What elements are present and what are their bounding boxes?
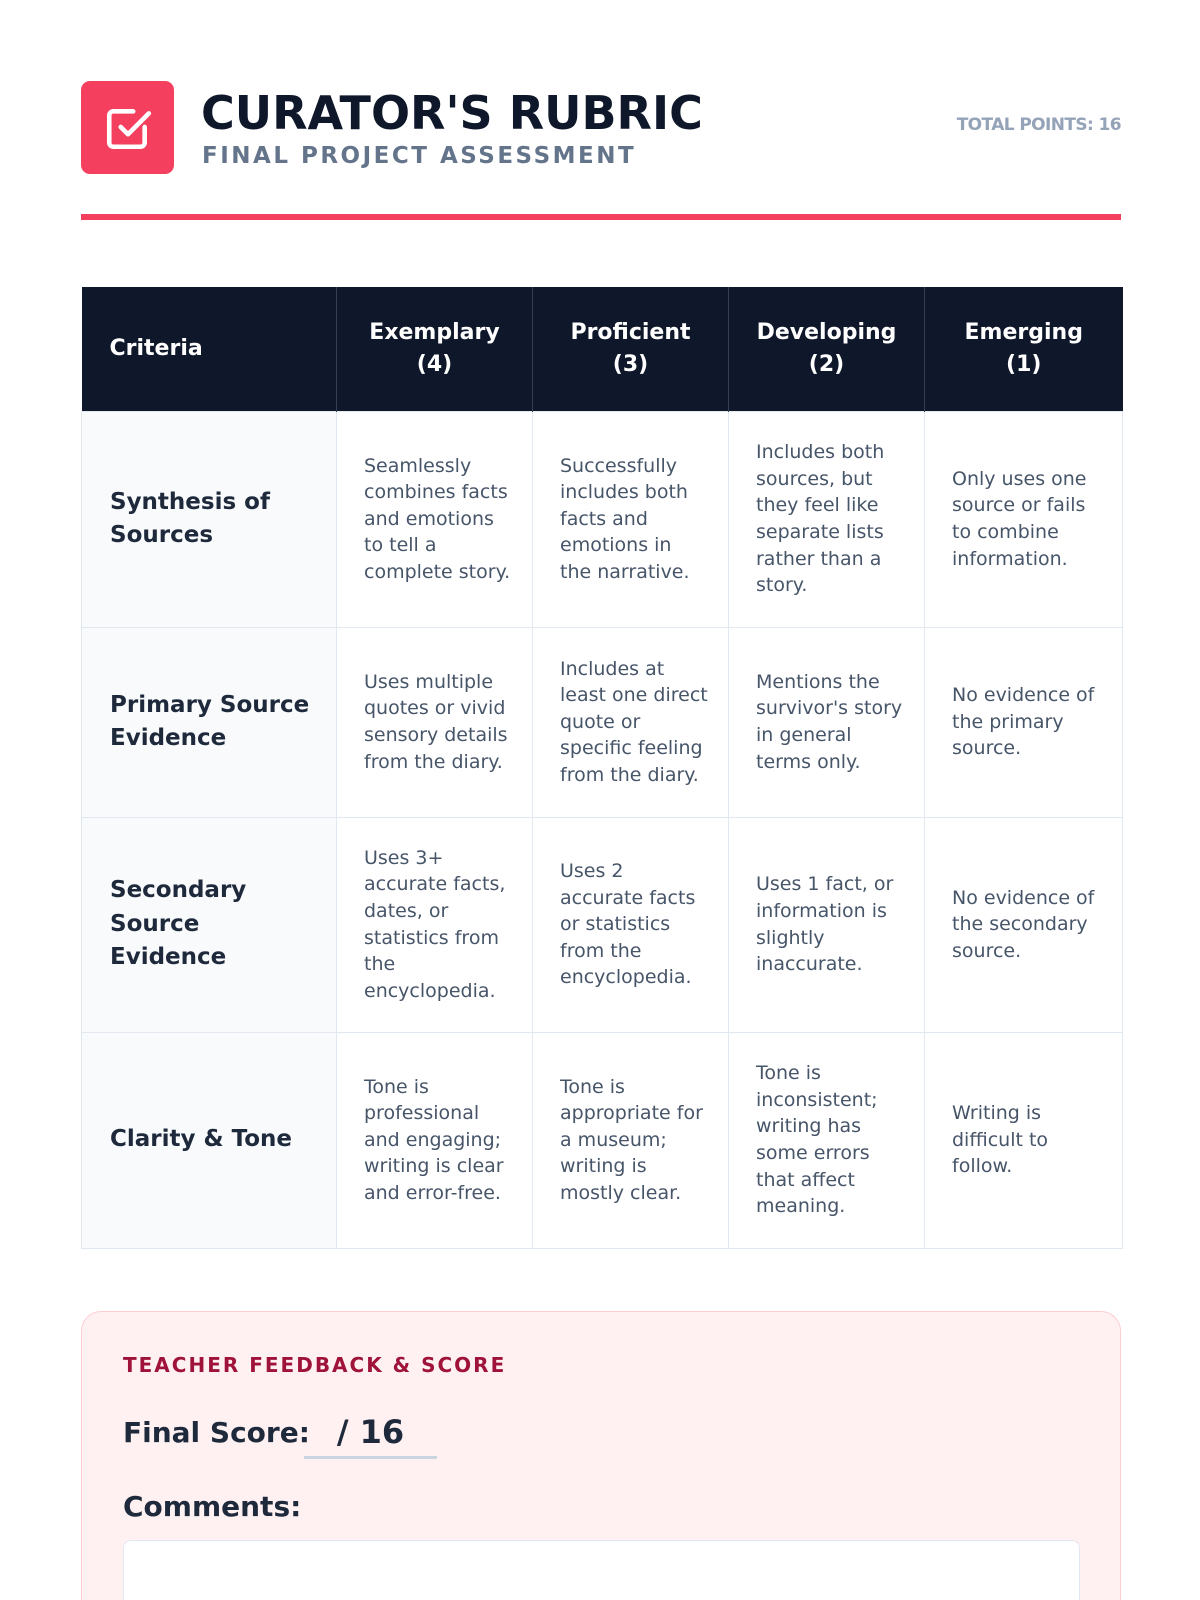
rubric-cell: Includes at least one direct quote or specific feeling from the diary. <box>533 627 729 817</box>
rubric-header-row <box>82 287 1123 411</box>
rubric-cell: Seamlessly combines facts and emotions to tell a complete story. <box>337 411 533 627</box>
criterion-label: Clarity & Tone <box>82 1032 337 1248</box>
checkbox-icon <box>103 103 153 153</box>
rubric-cell: Uses multiple quotes or vivid sensory details from the diary. <box>337 627 533 817</box>
table-row <box>82 1032 1123 1248</box>
final-score-value: / 16 <box>336 1413 405 1451</box>
column-header-criteria: Criteria <box>82 287 337 411</box>
final-score-label: Final Score: <box>123 1416 310 1449</box>
criterion-label: Secondary Source Evidence <box>82 817 337 1032</box>
feedback-heading: TEACHER FEEDBACK & SCORE <box>123 1353 507 1377</box>
page-subtitle: FINAL PROJECT ASSESSMENT <box>202 143 637 169</box>
rubric-cell: Successfully includes both facts and emotions in the narrative. <box>533 411 729 627</box>
rubric-cell: No evidence of the primary source. <box>925 627 1123 817</box>
criterion-label: Primary Source Evidence <box>82 627 337 817</box>
header-divider <box>81 214 1121 220</box>
comments-field[interactable] <box>123 1540 1080 1600</box>
rubric-cell: Uses 2 accurate facts or statistics from the encyclopedia. <box>533 817 729 1032</box>
column-header-developing: Developing (2) <box>729 287 925 411</box>
table-row <box>82 411 1123 627</box>
rubric-cell: Writing is difficult to follow. <box>925 1032 1123 1248</box>
rubric-cell: Only uses one source or fails to combine information. <box>925 411 1123 627</box>
total-points-label: TOTAL POINTS: 16 <box>956 115 1121 135</box>
logo-badge <box>81 81 174 174</box>
rubric-cell: Mentions the survivor's story in general terms only. <box>729 627 925 817</box>
page-title: CURATOR'S RUBRIC <box>201 86 703 140</box>
table-row <box>82 627 1123 817</box>
rubric-cell: Tone is inconsistent; writing has some errors that affect meaning. <box>729 1032 925 1248</box>
comments-label: Comments: <box>123 1490 302 1523</box>
table-row <box>82 817 1123 1032</box>
rubric-cell: Tone is professional and engaging; writing is clear and error-free. <box>337 1032 533 1248</box>
column-header-proficient: Proficient (3) <box>533 287 729 411</box>
rubric-cell: Uses 3+ accurate facts, dates, or statistics from the encyclopedia. <box>337 817 533 1032</box>
rubric-cell: Tone is appropriate for a museum; writing is mostly clear. <box>533 1032 729 1248</box>
column-header-exemplary: Exemplary (4) <box>337 287 533 411</box>
rubric-cell: No evidence of the secondary source. <box>925 817 1123 1032</box>
rubric-header <box>81 81 1121 175</box>
criterion-label: Synthesis of Sources <box>82 411 337 627</box>
final-score-field[interactable] <box>304 1406 437 1459</box>
teacher-feedback-panel <box>81 1311 1121 1600</box>
rubric-cell: Includes both sources, but they feel like separate lists rather than a story. <box>729 411 925 627</box>
column-header-emerging: Emerging (1) <box>925 287 1123 411</box>
rubric-cell: Uses 1 fact, or information is slightly inaccurate. <box>729 817 925 1032</box>
rubric-table <box>81 287 1123 1249</box>
